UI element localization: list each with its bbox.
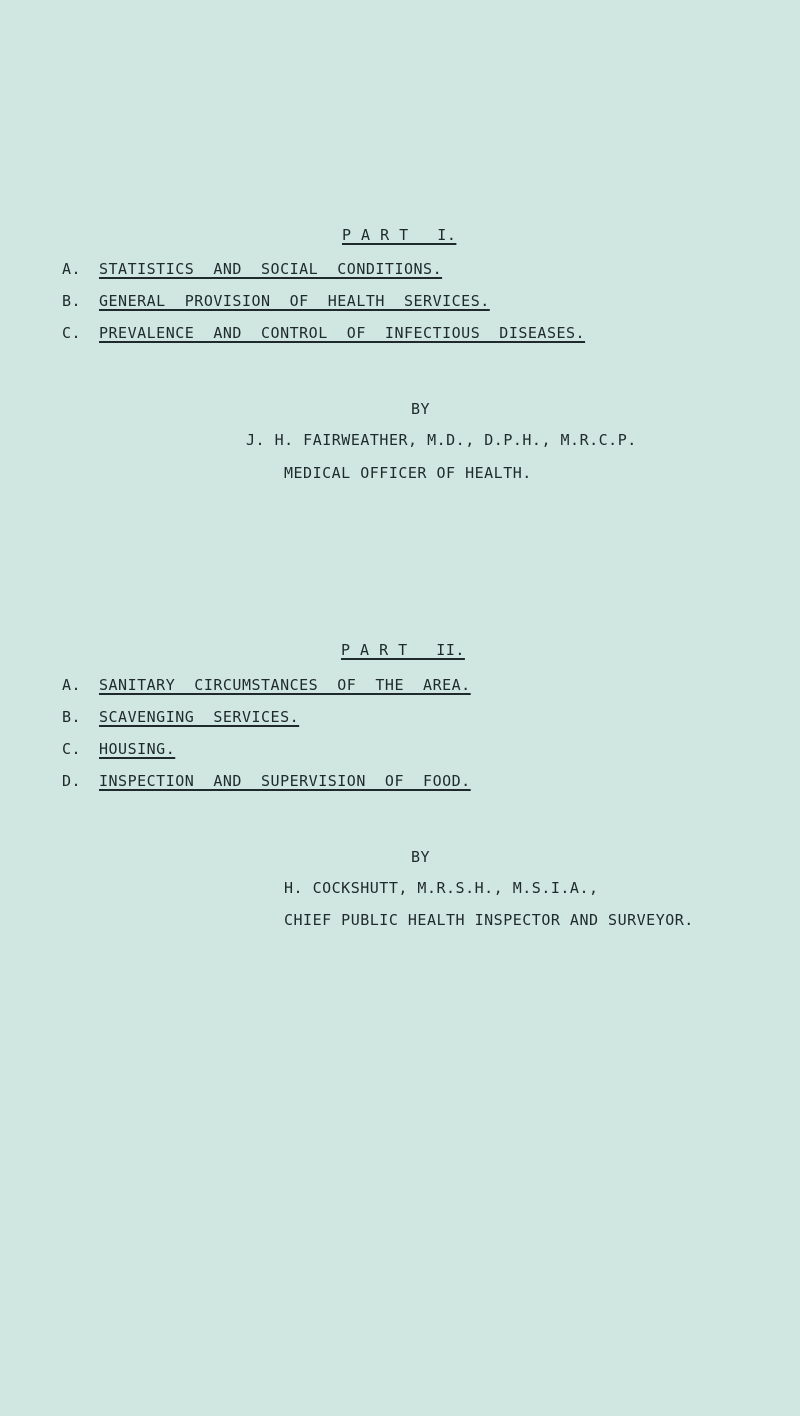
by-label: BY xyxy=(411,848,431,866)
list-item xyxy=(62,676,762,694)
item-text: HOUSING. xyxy=(99,740,176,758)
author-role: MEDICAL OFFICER OF HEALTH. xyxy=(284,464,532,482)
item-text: SANITARY CIRCUMSTANCES OF THE AREA. xyxy=(99,676,471,694)
list-item xyxy=(62,292,762,310)
item-text: INSPECTION AND SUPERVISION OF FOOD. xyxy=(99,772,471,790)
part-2-heading: P A R T II. xyxy=(341,641,465,659)
list-item xyxy=(62,772,762,790)
author-role: CHIEF PUBLIC HEALTH INSPECTOR AND SURVEYOR. xyxy=(284,911,694,929)
part-1-heading: P A R T I. xyxy=(342,226,457,244)
item-letter: D. xyxy=(62,772,82,790)
list-item xyxy=(62,260,762,278)
item-text: PREVALENCE AND CONTROL OF INFECTIOUS DISEASES. xyxy=(99,324,586,342)
author-name: H. COCKSHUTT, M.R.S.H., M.S.I.A., xyxy=(284,879,599,897)
list-item xyxy=(62,740,762,758)
list-item xyxy=(62,708,762,726)
item-text: SCAVENGING SERVICES. xyxy=(99,708,300,726)
list-item xyxy=(62,324,762,342)
item-text: STATISTICS AND SOCIAL CONDITIONS. xyxy=(99,260,443,278)
author-name: J. H. FAIRWEATHER, M.D., D.P.H., M.R.C.P. xyxy=(246,431,637,449)
by-label: BY xyxy=(411,400,431,418)
item-letter: A. xyxy=(62,676,82,694)
item-letter: A. xyxy=(62,260,82,278)
item-letter: B. xyxy=(62,292,82,310)
item-letter: C. xyxy=(62,740,82,758)
item-text: GENERAL PROVISION OF HEALTH SERVICES. xyxy=(99,292,490,310)
item-letter: C. xyxy=(62,324,82,342)
item-letter: B. xyxy=(62,708,82,726)
